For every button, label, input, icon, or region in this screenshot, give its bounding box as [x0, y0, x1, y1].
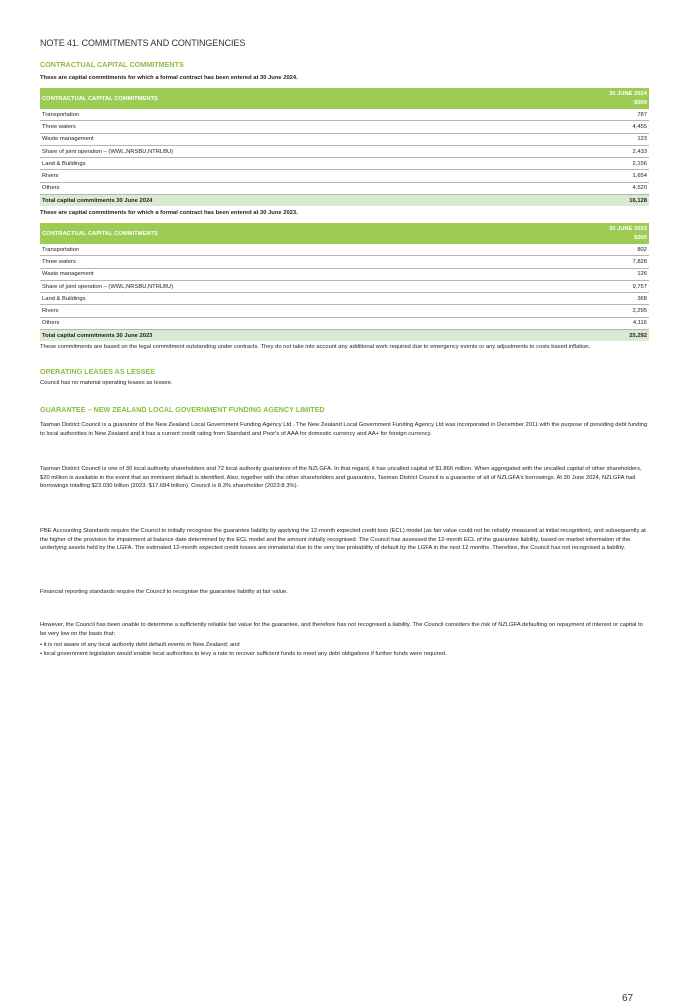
total-value: 25,292 [505, 330, 650, 342]
row-value: 126 [505, 268, 650, 280]
table-row [40, 109, 649, 121]
guarantee-paragraph-2: Tasman District Council is one of 30 local authority shareholders and 72 local authority guarantors of the NZLGFA. In that regard, it has uncalled capital of $1.866 million. When aggregated with the uncalled capital of other shareholders, $20 million is available in the event that an imminent default is identified. Also, together with the other shareholders and guarantors, Tasman District Council is a guarantor of all of NZLGFA's borrowings. At 30 June 2024, NZLGFA had borrowings totalling $23.030 billion (2023: $17.684 billion). Council is 8.3% shareholder (2023:8.3%). [40, 466, 642, 489]
row-value: 802 [505, 244, 650, 256]
table-row [40, 121, 649, 133]
row-label: Waste management [40, 133, 505, 145]
guarantee-paragraph-3: PBE Accounting Standards require the Council to initially recognise the guarantee liability by applying the 12-month expected credit loss (ECL) model (as fair value could not be reliably measured at initial recognition), and subsequently at the higher of the provision for impairment at balance date determined by the ECL model and the amount initially recognised. The Council has assessed the 12-month ECL of the guarantee liability, based on market information of the underlying assets held by the LGFA. The estimated 12-month expected credit losses are immaterial due to the very low probability of default by the LGFA in the next 12 months. Therefore, the Council has not recognised a liability. [40, 528, 646, 551]
row-label: Three waters [40, 121, 505, 133]
row-label: Rivers [40, 305, 505, 317]
table-row [40, 268, 649, 280]
guarantee-bullet-2: • local government legislation would enable local authorities to levy a rate to recover sufficient funds to meet any debt obligations if further funds were required. [40, 651, 447, 657]
guarantee-heading: GUARANTEE – NEW ZEALAND LOCAL GOVERNMENT FUNDING AGENCY LIMITED [40, 405, 325, 414]
guarantee-paragraph-4: Financial reporting standards require the Council to recognise the guarantee liability at fair value. [40, 589, 288, 595]
contractual-heading: CONTRACTUAL CAPITAL COMMITMENTS [40, 60, 184, 69]
table-2023-col-label: CONTRACTUAL CAPITAL COMMITMENTS [40, 223, 505, 244]
table-2024-period: 30 JUNE 2024 [608, 91, 647, 97]
guarantee-bullet-1: • it is not aware of any local authority debt default events in New Zealand; and [40, 642, 240, 648]
row-label: Share of joint operation – (WWL,NRSBU,NTRLBU) [40, 280, 505, 292]
total-row [40, 195, 649, 207]
table-2023-period: 30 JUNE 2023 [608, 226, 647, 232]
table-row [40, 256, 649, 268]
page-number: 67 [622, 993, 634, 1004]
row-label: Three waters [40, 256, 505, 268]
guarantee-paragraph-5: However, the Council has been unable to determine a sufficiently reliable fair value for the guarantee, and therefore has not recognised a liability. The Council considers the risk of NZLGFA defaulting on repayment of interest or capital to be very low on the basis that: [40, 622, 643, 637]
table-row [40, 244, 649, 256]
total-label: Total capital commitments 30 June 2023 [40, 330, 505, 342]
row-label: Transportation [40, 244, 505, 256]
commitments-table-2023 [40, 223, 649, 341]
row-label: Rivers [40, 170, 505, 182]
table-2023-unit: $000 [634, 234, 647, 241]
table-row [40, 158, 649, 170]
table-2023-col-period [505, 223, 650, 244]
row-label: Land & Buildings [40, 293, 505, 305]
note-title: NOTE 41. COMMITMENTS AND CONTINGENCIES [40, 38, 246, 48]
row-value: 4,455 [505, 121, 650, 133]
row-label: Others [40, 182, 505, 194]
row-label: Transportation [40, 109, 505, 121]
operating-heading: OPERATING LEASES AS LESSEE [40, 367, 156, 376]
table-row [40, 280, 649, 292]
table-row [40, 317, 649, 329]
table-2024-unit: $000 [634, 99, 647, 106]
row-value: 2,156 [505, 158, 650, 170]
total-value: 16,128 [505, 195, 650, 207]
row-value: 368 [505, 293, 650, 305]
row-label: Land & Buildings [40, 158, 505, 170]
table-row [40, 293, 649, 305]
total-row [40, 330, 649, 342]
row-value: 123 [505, 133, 650, 145]
row-label: Others [40, 317, 505, 329]
table-row [40, 145, 649, 157]
operating-text: Council has no material operating leases as lessee. [40, 380, 173, 386]
row-value: 9,757 [505, 280, 650, 292]
row-label: Waste management [40, 268, 505, 280]
table-row [40, 305, 649, 317]
commitments-note: These commitments are based on the legal commitment outstanding under contracts. They do not take into account any additional work required due to emergency events or any adjustments to costs based inflation. [40, 344, 591, 350]
row-value: 4,520 [505, 182, 650, 194]
total-label: Total capital commitments 30 June 2024 [40, 195, 505, 207]
table-row [40, 182, 649, 194]
table-2024-col-period [505, 88, 650, 109]
table-2024-col-label: CONTRACTUAL CAPITAL COMMITMENTS [40, 88, 505, 109]
row-value: 7,828 [505, 256, 650, 268]
table-2023-intro: These are capital commitments for which a formal contract has been entered at 30 June 2023. [40, 210, 298, 216]
table-row [40, 133, 649, 145]
row-value: 4,116 [505, 317, 650, 329]
row-label: Share of joint operation – (WWL,NRSBU,NTRLBU) [40, 145, 505, 157]
row-value: 787 [505, 109, 650, 121]
guarantee-paragraph-1: Tasman District Council is a guarantor of the New Zealand Local Government Funding Agency Ltd . The New Zealand Local Government Funding Agency Ltd was incorporated in December 2011 with the purpose of providing debt funding to local authorities in New Zealand and it has a current credit rating from Standard and Poor's of AAA for domestic currency and AA+ for foreign currency. [40, 422, 648, 437]
table-2024-intro: These are capital commitments for which a formal contract has been entered at 30 June 2024. [40, 75, 298, 81]
row-value: 2,295 [505, 305, 650, 317]
row-value: 1,654 [505, 170, 650, 182]
commitments-table-2024 [40, 88, 649, 206]
table-row [40, 170, 649, 182]
row-value: 2,433 [505, 145, 650, 157]
